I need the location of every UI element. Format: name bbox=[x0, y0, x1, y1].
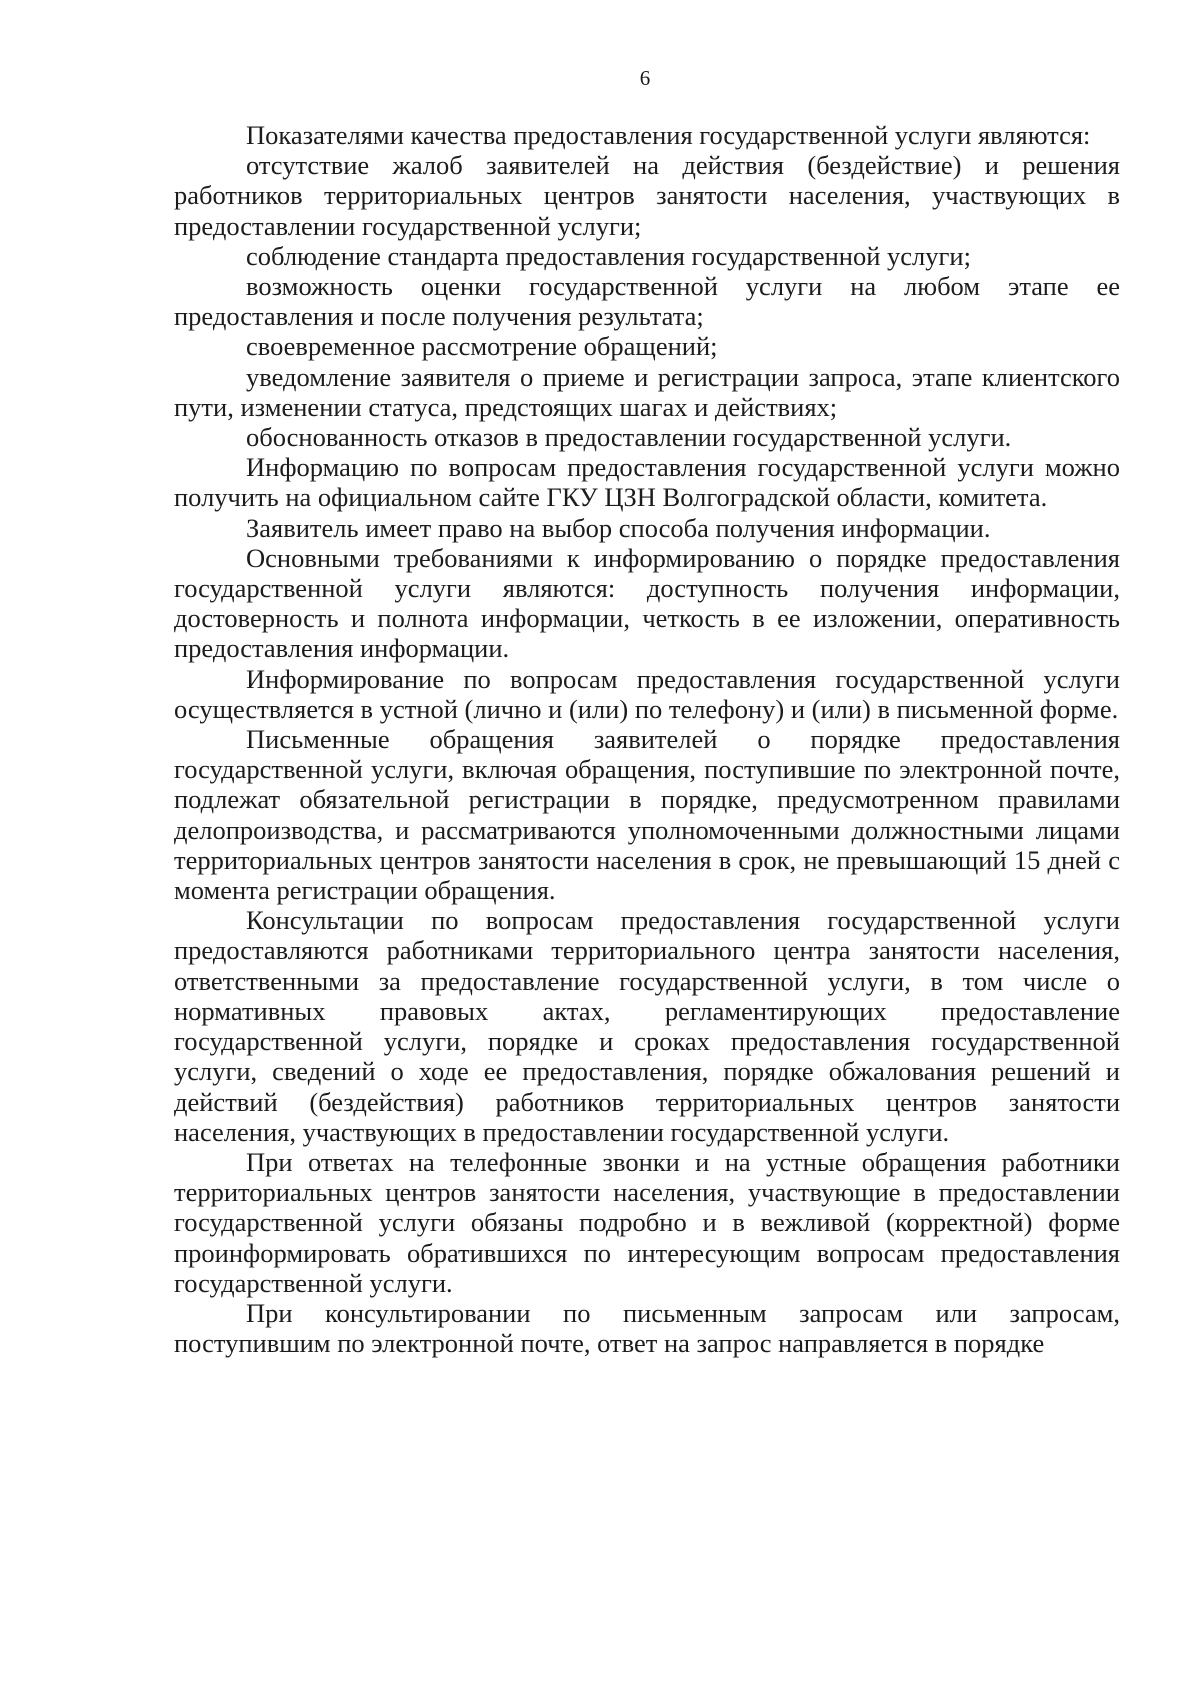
paragraph-written-consultation: При консультировании по письменным запросам или запросам, поступившим по электронной почте, ответ на запрос направляется в порядке bbox=[174, 1297, 1120, 1359]
paragraph-information-requirements: Основными требованиями к информированию о порядке предоставления государственной услуги являются: доступность получения информации, достоверность и полнота информации, четкость в ее изложении, оперативность предоставления информации. bbox=[174, 542, 1120, 664]
page-number: 6 bbox=[639, 66, 651, 90]
paragraph-evaluation-possibility: возможность оценки государственной услуги на любом этапе ее предоставления и после получения результата; bbox=[174, 271, 1120, 332]
paragraph-information-source: Информацию по вопросам предоставления государственной услуги можно получить на официальном сайте ГКУ ЦЗН Волгоградской области, комитета. bbox=[174, 452, 1120, 513]
paragraph-refusal-justification: обоснованность отказов в предоставлении государственной услуги. bbox=[246, 422, 1012, 453]
paragraph-no-complaints: отсутствие жалоб заявителей на действия (бездействие) и решения работников территориальных центров занятости населения, участвующих в предоставлении государственной услуги; bbox=[174, 150, 1120, 241]
paragraph-applicant-notification: уведомление заявителя о приеме и регистрации запроса, этапе клиентского пути, изменении статуса, предстоящих шагах и действиях; bbox=[174, 361, 1120, 422]
paragraph-standard-compliance: соблюдение стандарта предоставления государственной услуги; bbox=[246, 240, 971, 271]
paragraph-phone-answers: При ответах на телефонные звонки и на устные обращения работники территориальных центров занятости населения, участвующие в предоставлении государственной услуги обязаны подробно и в вежливой (корректной) форме проинформировать обратившихся по интересующим вопросам предоставления государственной услуги. bbox=[174, 1146, 1120, 1298]
paragraph-consultations: Консультации по вопросам предоставления государственной услуги предоставляются работниками территориального центра занятости населения, ответственными за предоставление государственной услуги, в том числе о нормативных правовых актах, регламентирующих предоставление государственной услуги, порядке и сроках предоставления государственной услуги, сведений о ходе ее предоставления, порядке обжалования решений и действий (бездействия) работников территориальных центров занятости населения, участвующих в предоставлении государственной услуги. bbox=[174, 905, 1120, 1147]
paragraph-quality-indicators: Показателями качества предоставления государственной услуги являются: bbox=[246, 120, 1091, 150]
paragraph-applicant-right: Заявитель имеет право на выбор способа получения информации. bbox=[246, 512, 991, 543]
paragraph-informing-forms: Информирование по вопросам предоставления государственной услуги осуществляется в устной (лично и (или) по телефону) и (или) в письменной форме. bbox=[174, 663, 1120, 724]
paragraph-timely-review: своевременное рассмотрение обращений; bbox=[246, 331, 718, 362]
document-body bbox=[174, 120, 1120, 1358]
paragraph-written-appeals: Письменные обращения заявителей о порядке предоставления государственной услуги, включая обращения, поступившие по электронной почте, подлежат обязательной регистрации в порядке, предусмотренном правилами делопроизводства, и рассматриваются уполномоченными должностными лицами территориальных центров занятости населения в срок, не превышающий 15 дней с момента регистрации обращения. bbox=[174, 724, 1120, 906]
